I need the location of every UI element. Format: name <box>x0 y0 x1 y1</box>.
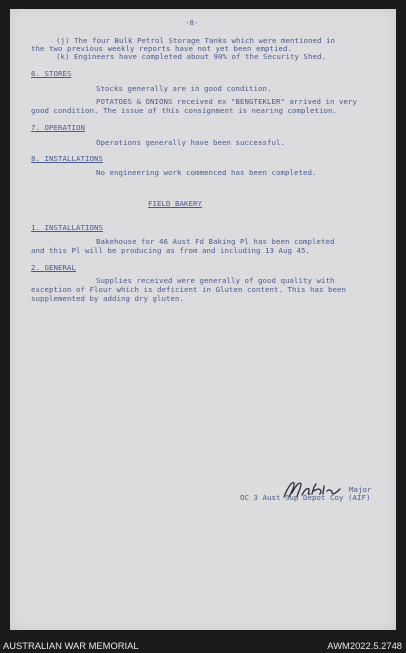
document-page <box>10 9 396 630</box>
signatory-rank: Major <box>349 485 372 494</box>
text-line: Stocks generally are in good condition. <box>96 84 272 93</box>
footer-accession-number: AWM2022.5.2748 <box>327 640 402 651</box>
text-line: POTATOES & ONIONS received ex "BENGTEKLER" arrived in very <box>96 97 357 106</box>
text-line: supplemented by adding dry gluten. <box>31 294 184 303</box>
text-line: exception of Flour which is deficient in Gluten content. This has been <box>31 285 346 294</box>
text-line: No engineering work commenced has been completed. <box>96 168 317 177</box>
text-line: Bakehouse for 46 Aust Fd Baking Pl has been completed <box>96 237 335 246</box>
signatory-unit: OC 3 Aust Sup Depot Coy (AIF) <box>240 493 371 502</box>
text-line: (k) Engineers have completed about 90% of the Security Shed. <box>56 52 326 61</box>
text-line: (j) The four Bulk Petrol Storage Tanks which were mentioned in <box>56 36 335 45</box>
page-number: -8- <box>185 18 199 27</box>
text-line: Supplies received were generally of good quality with <box>96 276 335 285</box>
text-line: Operations generally have been successful. <box>96 138 285 147</box>
text-line: the two previous weekly reports have not yet been emptied. <box>31 44 292 53</box>
section-heading-field-bakery: FIELD BAKERY <box>148 199 202 208</box>
footer-institution: AUSTRALIAN WAR MEMORIAL <box>3 640 139 651</box>
section-heading-installations: 8. INSTALLATIONS <box>31 154 103 163</box>
text-line: good condition. The issue of this consignment is nearing completion. <box>31 106 337 115</box>
text-line: and this Pl will be producing as from and including 13 Aug 45. <box>31 246 310 255</box>
section-heading-general: 2. GENERAL <box>31 263 76 272</box>
section-heading-stores: 6. STORES <box>31 69 72 78</box>
section-heading-operation: 7. OPERATION <box>31 123 85 132</box>
section-heading-bakery-installations: 1. INSTALLATIONS <box>31 223 103 232</box>
archive-footer <box>0 636 406 653</box>
